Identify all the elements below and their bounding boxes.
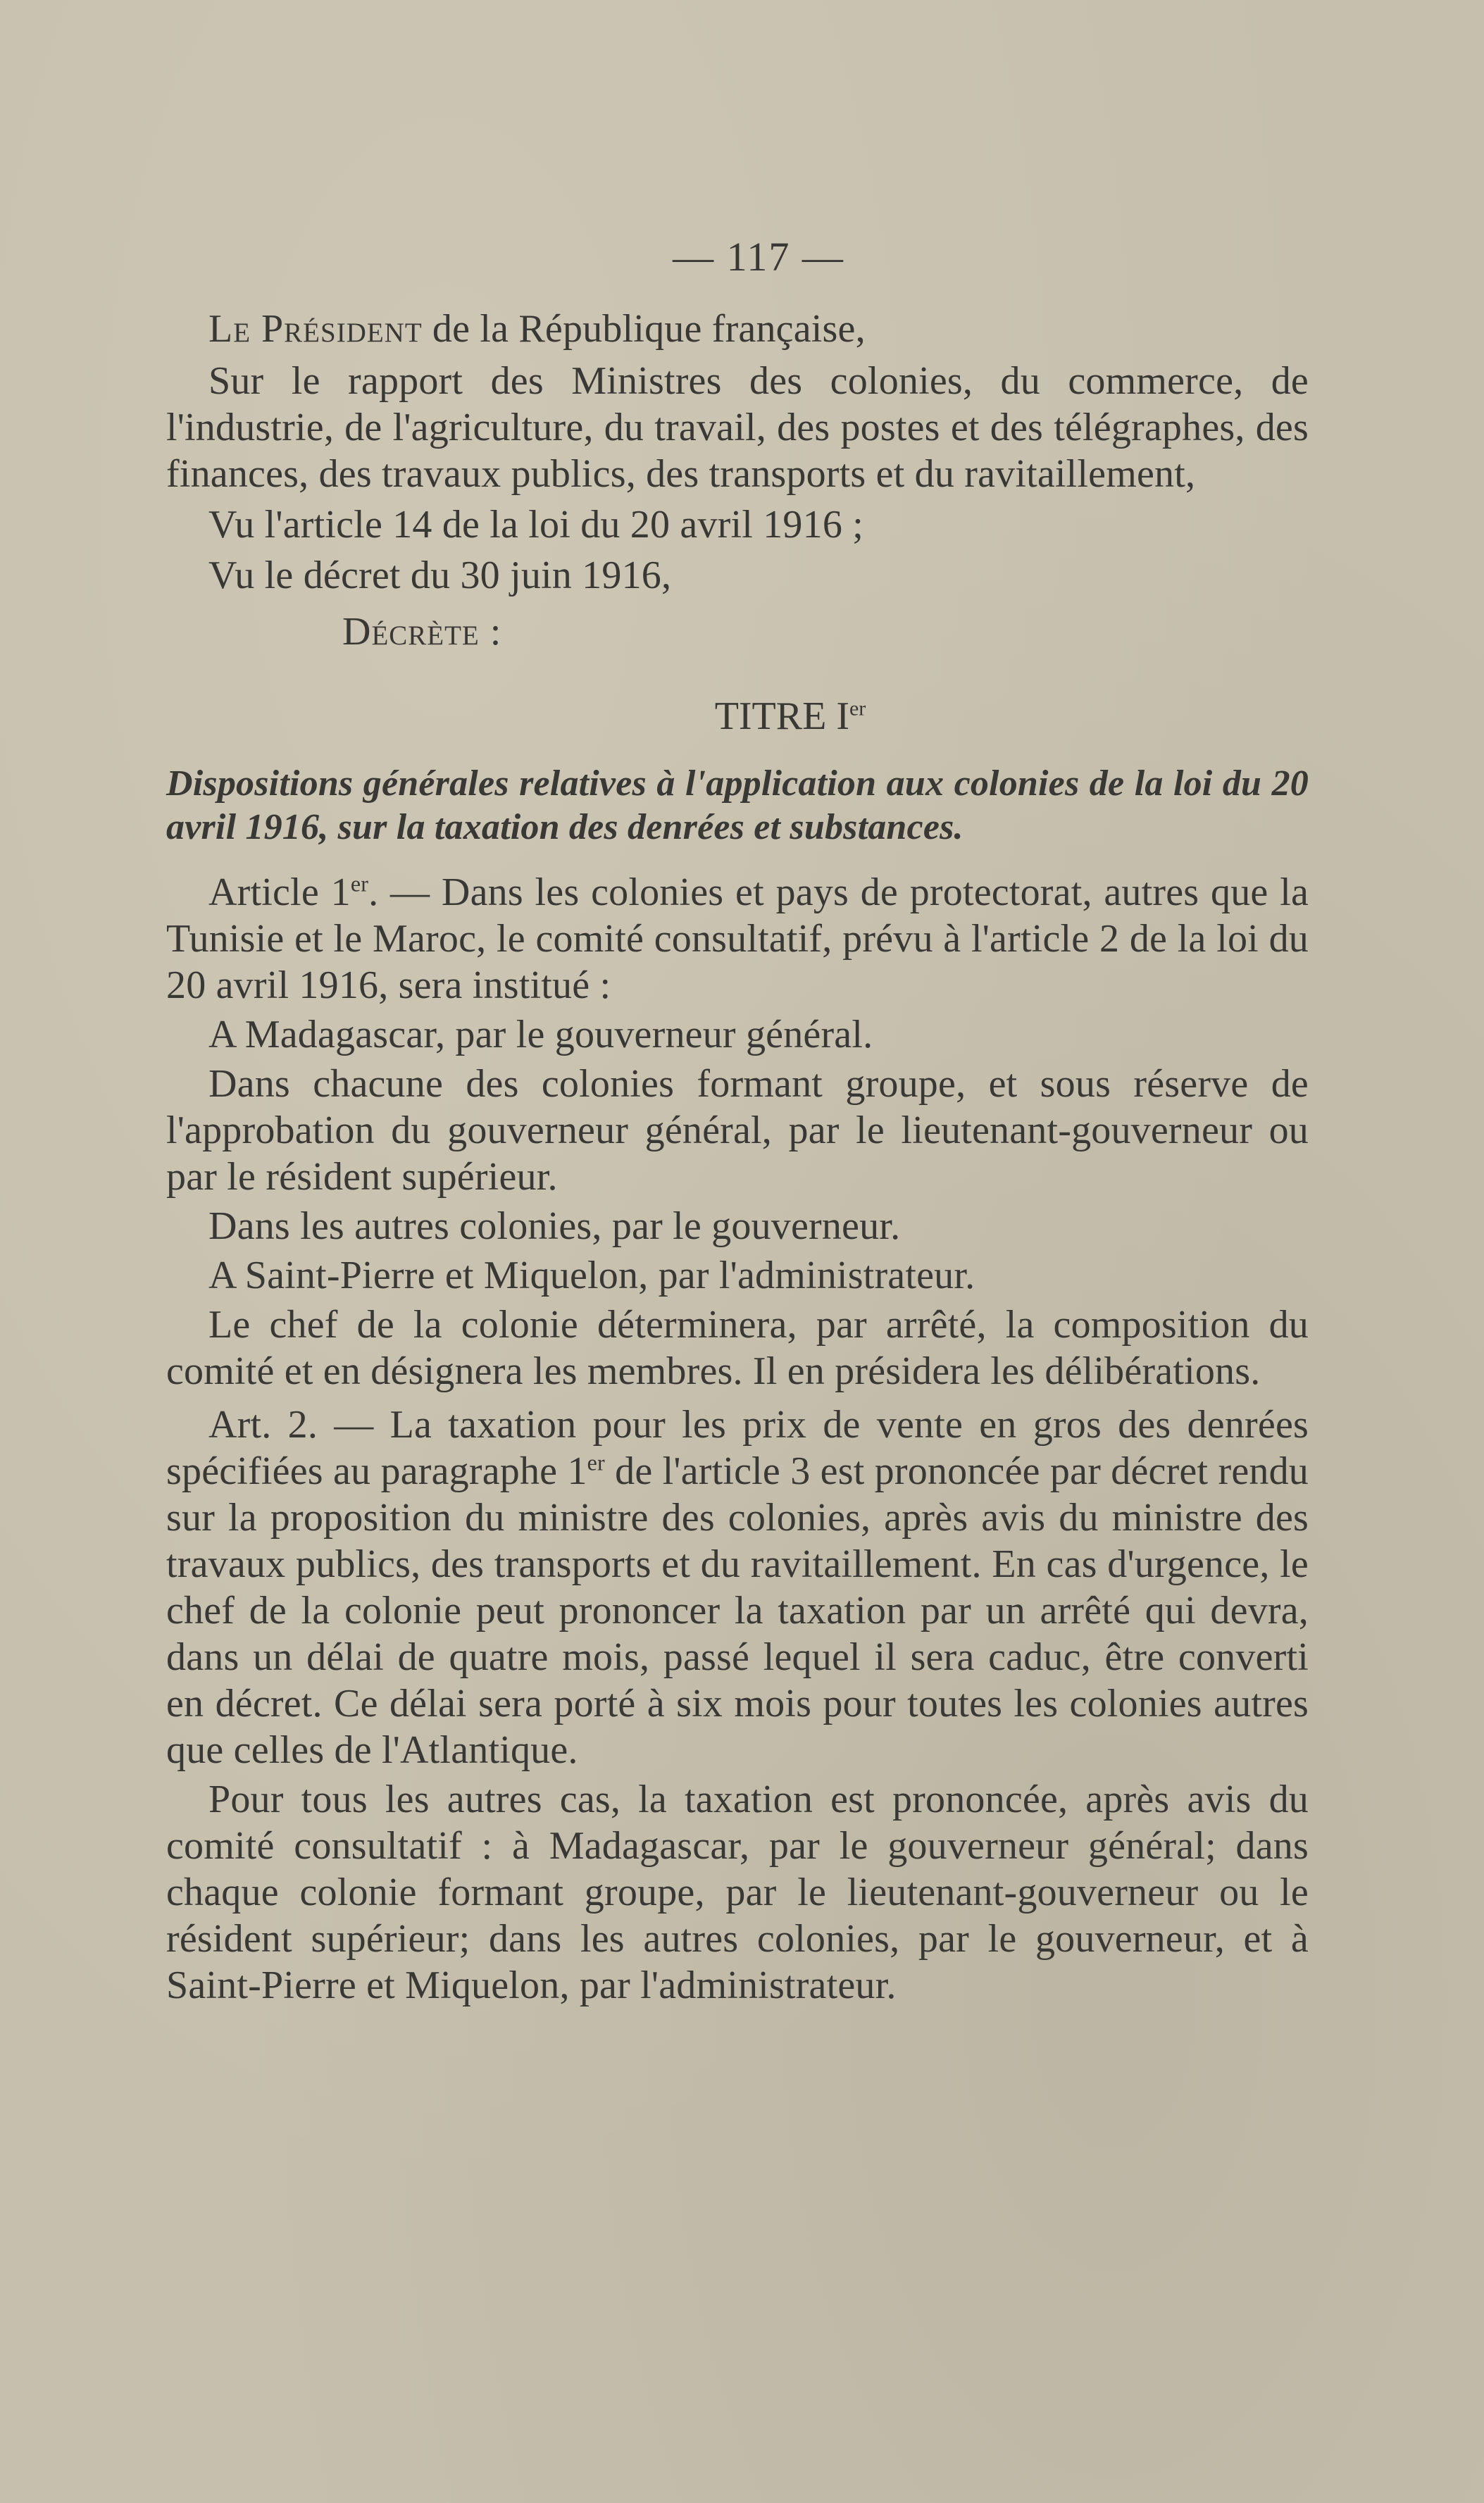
article-1-item-madagascar: A Madagascar, par le gouverneur général.	[208, 1013, 873, 1056]
dispositions-heading: Dispositions générales relatives à l'application aux colonies de la loi du 20 avril 1916, sur la taxation des denrées et substances.	[166, 763, 1309, 847]
article-1-item-saint-pierre: A Saint-Pierre et Miquelon, par l'administrateur.	[208, 1254, 975, 1297]
titre-heading	[166, 692, 1309, 741]
preamble-rapport: Sur le rapport des Ministres des colonies, du commerce, de l'industrie, de l'agriculture, du travail, des postes et des télégraphes, des finances, des travaux publics, des transports et du ravitaillement,	[166, 359, 1309, 496]
decrete-heading: Décrète :	[342, 610, 502, 654]
article-1-label: Article 1	[208, 870, 351, 914]
text-block	[166, 232, 1309, 2011]
opening-rest: de la République française,	[422, 307, 866, 351]
article-1-chef: Le chef de la colonie déterminera, par arrêté, la composition du comité et en désignera les membres. Il en présidera les délibérations.	[166, 1303, 1309, 1393]
titre-label: TITRE I	[714, 694, 849, 738]
article-1-item-autres: Dans les autres colonies, par le gouverneur.	[208, 1204, 901, 1248]
article-2-para-2: Pour tous les autres cas, la taxation est prononcée, après avis du comité consultatif : à Madagascar, par le gouverneur général; dans chaque colonie formant groupe, par le lieutenant-gouverneur ou le résident supérieur; dans les autres colonies, par le gouverneur, et à Saint-Pierre et Miquelon, par l'administrateur.	[166, 1778, 1309, 2007]
article-2-para-1	[166, 1402, 1309, 1773]
article-1-lead	[166, 869, 1309, 1009]
preamble-vu-article: Vu l'article 14 de la loi du 20 avril 1916 ;	[208, 503, 863, 547]
preamble-vu-decret: Vu le décret du 30 juin 1916,	[208, 554, 672, 597]
article-1-text: . — Dans les colonies et pays de protectorat, autres que la Tunisie et le Maroc, le comité consultatif, prévu à l'article 2 de la loi du 20 avril 1916, sera institué :	[166, 870, 1309, 1007]
page-number: — 117 —	[673, 234, 844, 280]
president-title: Le Président	[208, 307, 423, 351]
opening-line	[166, 306, 1309, 352]
article-1-sup: er	[350, 870, 369, 897]
article-2-lead: Art. 2. — La taxation pour les prix de vente en gros des denrées spécifiées au paragraphe 1	[166, 1403, 1309, 1493]
article-1-item-groupe: Dans chacune des colonies formant groupe, et sous réserve de l'approbation du gouverneur général, par le lieutenant-gouverneur ou par le résident supérieur.	[166, 1062, 1309, 1199]
article-2-text: de l'article 3 est prononcée par décret rendu sur la proposition du ministre des colonies, après avis du ministre des travaux publics, des transports et du ravitaillement. En cas d'urgence, le chef de la colonie peut prononcer la taxation par un arrêté qui devra, dans un délai de quatre mois, passé lequel il sera caduc, être converti en décret. Ce délai sera porté à six mois pour toutes les colonies autres que celles de l'Atlantique.	[166, 1449, 1309, 1772]
titre-sup: er	[849, 697, 866, 720]
article-2-sup: er	[587, 1449, 605, 1475]
